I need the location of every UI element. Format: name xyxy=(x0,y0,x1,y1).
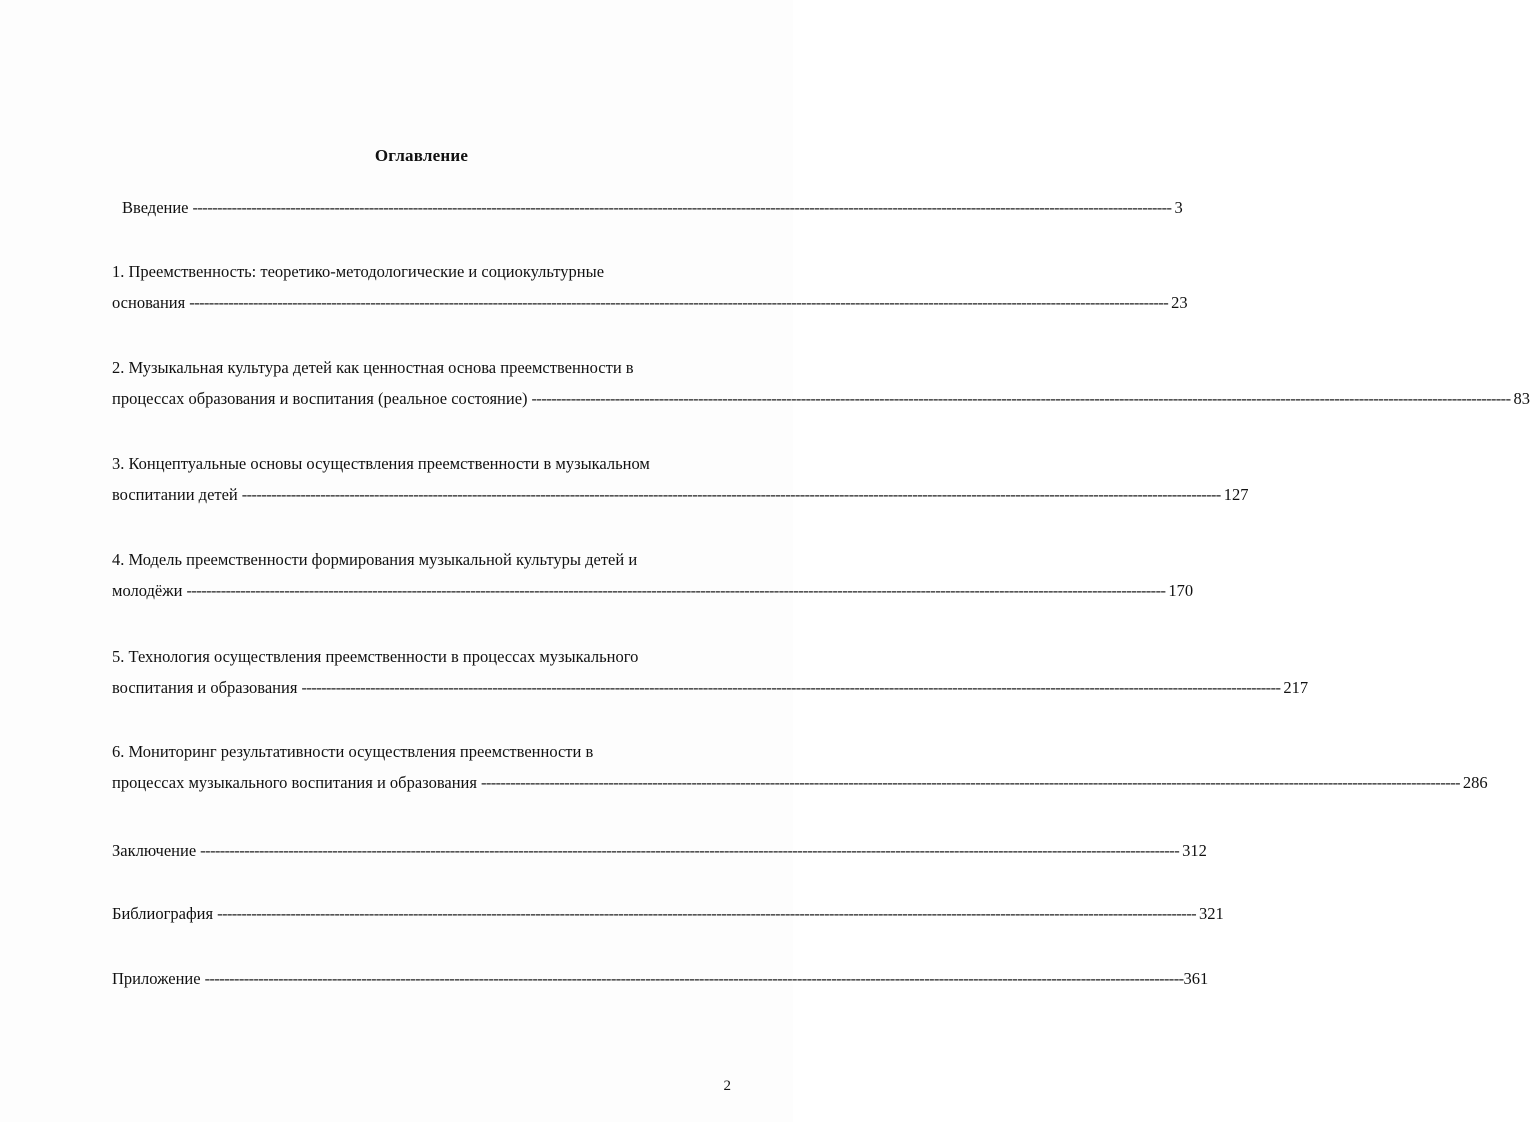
toc-entry-5-line-1: 5. Технология осуществления преемственности в процессах музыкального xyxy=(112,647,639,666)
leader-dots: -------------------------------------------------------------------------------------------------------------------------------------------------------------------------------------------------------- xyxy=(192,198,1172,217)
toc-entry-page: 286 xyxy=(1462,773,1488,792)
toc-entry-4-line-1: 4. Модель преемственности формирования музыкальной культуры детей и xyxy=(112,550,638,569)
leader-dots: -------------------------------------------------------------------------------------------------------------------------------------------------------------------------------------------------------- xyxy=(301,678,1281,697)
toc-entry-label: Приложение xyxy=(112,969,201,988)
toc-entry-conclusion xyxy=(112,840,1207,862)
toc-entry-label: воспитании детей xyxy=(112,485,238,504)
leader-dots: -------------------------------------------------------------------------------------------------------------------------------------------------------------------------------------------------------- xyxy=(480,773,1460,792)
toc-entry-bibliography xyxy=(112,903,1224,925)
toc-entry-page: 3 xyxy=(1174,198,1183,217)
toc-entry-1 xyxy=(112,292,1188,314)
toc-entry-label: основания xyxy=(112,293,186,312)
toc-entry-3-line-1: 3. Концептуальные основы осуществления преемственности в музыкальном xyxy=(112,454,650,473)
toc-entry-page: 127 xyxy=(1223,485,1249,504)
toc-entry-label: молодёжи xyxy=(112,581,183,600)
toc-entry-label: воспитания и образования xyxy=(112,678,298,697)
leader-dots: -------------------------------------------------------------------------------------------------------------------------------------------------------------------------------------------------------- xyxy=(204,969,1184,988)
toc-entry-page: 321 xyxy=(1199,904,1224,923)
toc-entry-page: 23 xyxy=(1171,293,1188,312)
toc-entry-1-line-1: 1. Преемственность: теоретико-методологические и социокультурные xyxy=(112,262,605,281)
toc-entry-page: 170 xyxy=(1168,581,1194,600)
toc-entry-page: 312 xyxy=(1182,841,1207,860)
toc-entry-4 xyxy=(112,580,1194,602)
toc-entry-2-line-1: 2. Музыкальная культура детей как ценностная основа преемственности в xyxy=(112,358,634,377)
toc-entry-5 xyxy=(112,677,1309,699)
toc-entry-introduction xyxy=(122,197,1183,219)
page-number: 2 xyxy=(723,1078,731,1094)
toc-entry-6 xyxy=(112,772,1488,794)
toc-title: Оглавление xyxy=(374,146,469,165)
toc-entry-appendix xyxy=(112,968,1209,990)
toc-entry-label: процессах образования и воспитания (реальное состояние) xyxy=(112,389,528,408)
toc-entry-label: Библиография xyxy=(112,904,214,923)
leader-dots: -------------------------------------------------------------------------------------------------------------------------------------------------------------------------------------------------------- xyxy=(531,389,1511,408)
toc-entry-page: 361 xyxy=(1183,969,1209,988)
toc-entry-page: 83 xyxy=(1513,389,1530,408)
toc-entry-label: Введение xyxy=(122,198,189,217)
toc-entry-6-line-1: 6. Мониторинг результативности осуществления преемственности в xyxy=(112,742,594,761)
leader-dots: -------------------------------------------------------------------------------------------------------------------------------------------------------------------------------------------------------- xyxy=(241,485,1221,504)
toc-entry-3 xyxy=(112,484,1249,506)
toc-entry-2 xyxy=(112,388,1530,410)
toc-entry-label: процессах музыкального воспитания и образования xyxy=(112,773,477,792)
leader-dots: -------------------------------------------------------------------------------------------------------------------------------------------------------------------------------------------------------- xyxy=(189,293,1169,312)
leader-dots: -------------------------------------------------------------------------------------------------------------------------------------------------------------------------------------------------------- xyxy=(200,841,1180,860)
toc-entry-page: 217 xyxy=(1283,678,1309,697)
leader-dots: -------------------------------------------------------------------------------------------------------------------------------------------------------------------------------------------------------- xyxy=(217,904,1196,923)
leader-dots: -------------------------------------------------------------------------------------------------------------------------------------------------------------------------------------------------------- xyxy=(186,581,1166,600)
toc-entry-label: Заключение xyxy=(112,841,197,860)
